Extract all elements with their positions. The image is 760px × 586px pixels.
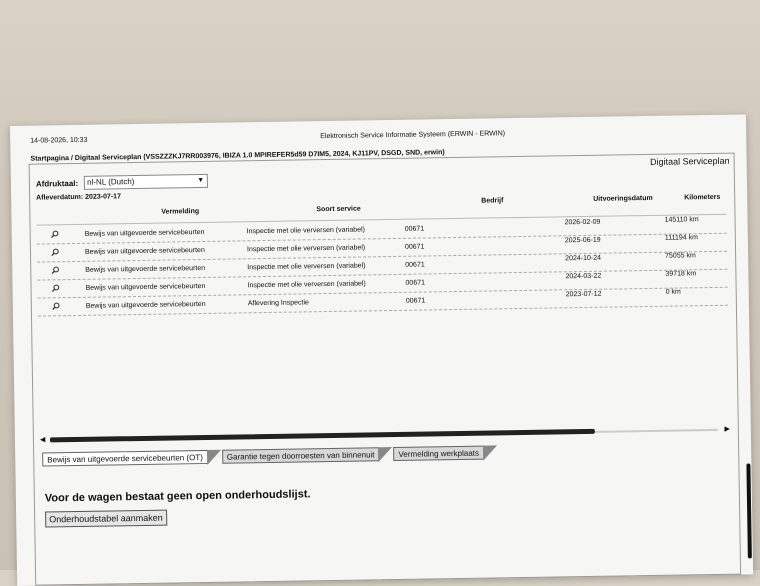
scroll-right-icon[interactable]: ▶ [724, 425, 730, 433]
cell-soort-service: Inspectie met olie verversen (variabel) [247, 280, 366, 290]
cell-datum: 2025-06-19 [564, 236, 601, 245]
cell-km: 145110 km [664, 216, 699, 224]
cell-km: 39718 km [665, 270, 697, 278]
printed-page [10, 114, 753, 586]
print-timestamp: 14-08-2026, 10:33 [30, 136, 88, 145]
cell-vermelding: Bewijs van uitgevoerde servicebeurten [84, 246, 205, 256]
cell-vermelding: Bewijs van uitgevoerde servicebeurten [85, 264, 206, 274]
vertical-scrollbar[interactable] [744, 453, 754, 573]
tab-garantie-doorroesten[interactable] [222, 447, 380, 463]
no-maintenance-message: Voor de wagen bestaat geen open onderhoudslijst. [44, 488, 311, 505]
scroll-left-icon[interactable]: ◀ [39, 436, 46, 444]
col-kilometers[interactable]: Kilometers [684, 193, 721, 202]
magnifier-icon[interactable] [51, 230, 59, 238]
breadcrumb[interactable]: Startpagina / Digitaal Serviceplan (VSSZZZKJ7RR003976, IBIZA 1.0 MPIREFER5d59 D7IM5, 2024, KJ11PV, DSGD, SND, erwin) [30, 149, 445, 163]
cell-vermelding: Bewijs van uitgevoerde servicebeurten [84, 228, 205, 238]
tab-vermelding-werkplaats[interactable] [393, 446, 484, 461]
col-soort-service[interactable]: Soort service [316, 205, 361, 214]
cell-datum: 2023-07-12 [565, 290, 602, 299]
cell-bedrijf: 00671 [405, 279, 426, 287]
print-language-row [36, 174, 208, 191]
magnifier-icon[interactable] [51, 266, 59, 274]
tab-label: Bewijs van uitgevoerde servicebeurten (OT) [47, 453, 203, 465]
cell-soort-service: Inspectie met olie verversen (variabel) [247, 262, 366, 272]
chevron-down-icon: ▼ [197, 176, 205, 185]
cell-km: 75055 km [665, 252, 696, 260]
tab-label: Garantie tegen doorroesten van binnenuit [226, 450, 375, 462]
col-uitvoeringsdatum[interactable]: Uitvoeringsdatum [593, 194, 653, 203]
tab-label: Vermelding werkplaats [398, 448, 480, 459]
cell-bedrijf: 00671 [405, 261, 425, 269]
cell-bedrijf: 00671 [404, 225, 425, 233]
col-bedrijf[interactable]: Bedrijf [481, 197, 504, 205]
service-plan-frame [29, 153, 742, 586]
tab-bar [42, 445, 498, 466]
horizontal-scrollbar[interactable] [40, 426, 730, 445]
tab-servicebeurten[interactable] [42, 450, 208, 467]
cell-bedrijf: 00671 [405, 297, 426, 305]
service-table-body [37, 216, 728, 317]
cell-datum: 2026-02-09 [564, 218, 601, 227]
print-header [30, 127, 726, 145]
magnifier-icon[interactable] [52, 302, 60, 310]
scroll-thumb[interactable] [50, 429, 595, 443]
vertical-scroll-thumb[interactable] [746, 463, 751, 558]
tab-corner [483, 445, 497, 460]
cell-vermelding: Bewijs van uitgevoerde servicebeurten [85, 300, 206, 310]
cell-datum: 2024-10-24 [565, 254, 602, 263]
magnifier-icon[interactable] [51, 248, 59, 256]
print-language-select[interactable] [84, 174, 208, 190]
cell-bedrijf: 00671 [404, 243, 425, 251]
cell-soort-service: Inspectie met olie verversen (variabel) [246, 244, 366, 254]
print-language-value: nl-NL (Dutch) [87, 177, 135, 187]
cell-km: 111194 km [664, 234, 698, 242]
page-title: Digitaal Serviceplan [650, 155, 730, 167]
tab-corner [378, 447, 392, 462]
create-maintenance-table-button[interactable]: Onderhoudstabel aanmaken [45, 510, 167, 528]
cell-soort-service: Inspectie met olie verversen (variabel) [246, 226, 366, 236]
cell-vermelding: Bewijs van uitgevoerde servicebeurten [85, 282, 206, 292]
cell-soort-service: Aflevering Inspectie [247, 299, 309, 308]
system-title: Elektronisch Service Informatie Systeem (ERWIN - ERWIN) [320, 130, 506, 141]
tab-corner [207, 450, 221, 465]
magnifier-icon[interactable] [51, 284, 59, 292]
cell-datum: 2024-03-22 [565, 272, 602, 281]
cell-km: 0 km [665, 288, 681, 296]
print-language-label: Afdruktaal: [35, 178, 79, 189]
delivery-date: Afleverdatum: 2023-07-17 [36, 193, 122, 202]
col-vermelding[interactable]: Vermelding [161, 208, 200, 216]
